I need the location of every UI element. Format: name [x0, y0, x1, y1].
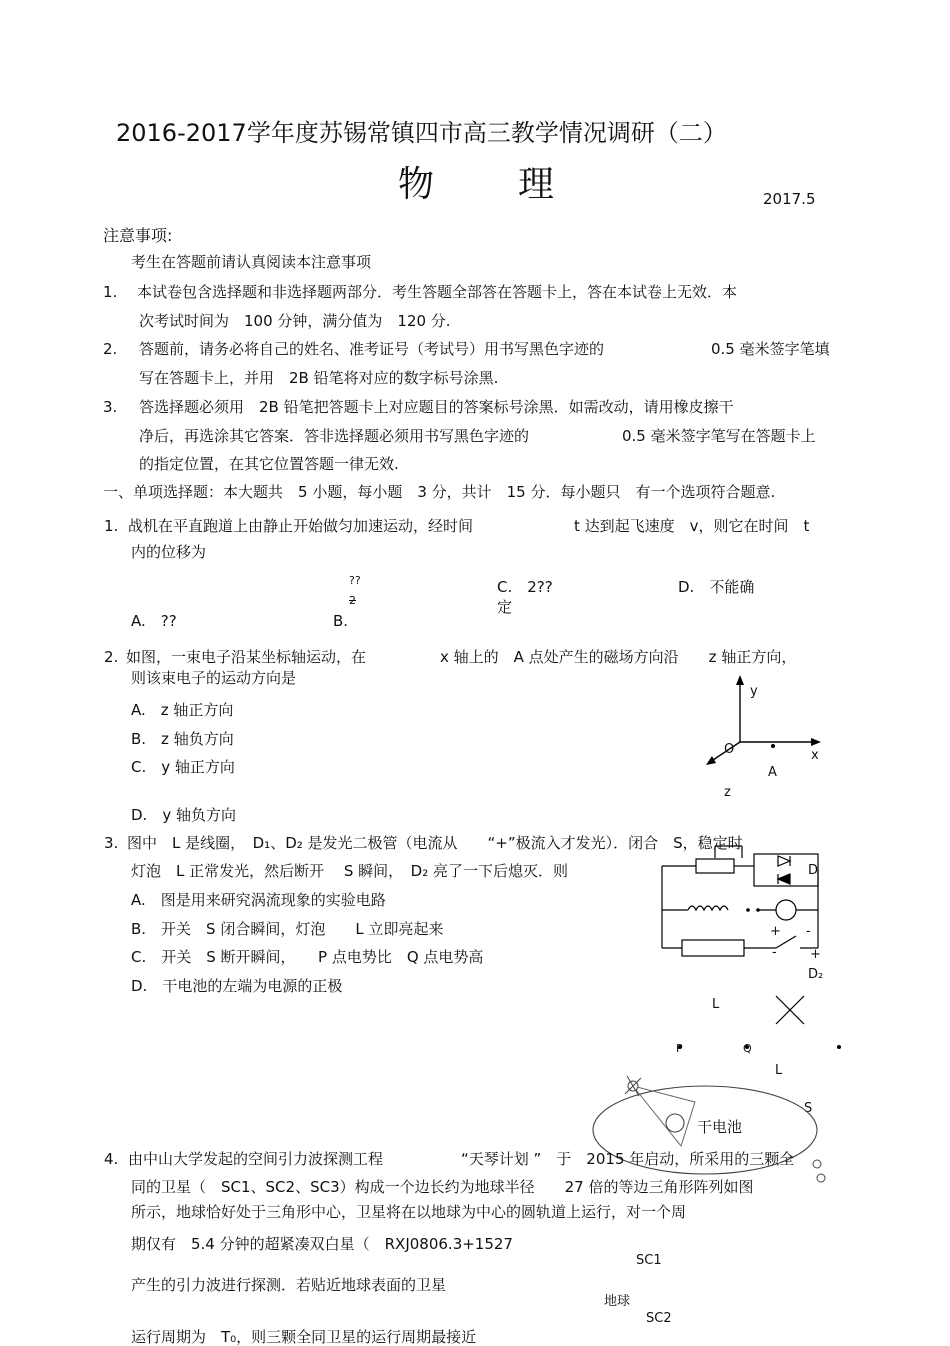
exam-title: 2016-2017学年度苏锡常镇四市高三教学情况调研（二）: [116, 119, 727, 147]
q3-label-q: Q: [743, 1042, 752, 1055]
q2-label-a: A: [768, 765, 777, 780]
q1-line1: 战机在平直跑道上由静止开始做匀加速运动，经时间: [128, 517, 474, 535]
notice-intro: 考生在答题前请认真阅读本注意事项: [131, 253, 372, 271]
notice-2-line1: 答题前，请务必将自己的姓名、准考证号（考试号）用书写黑色字迹的: [139, 340, 605, 358]
q2-label-x: x: [811, 748, 819, 763]
q4-line4: 期仅有 5.4 分钟的超紧凑双白星（ RXJ0806.3+1527: [131, 1235, 513, 1253]
q3-label-plus2: +: [810, 947, 821, 962]
q3-line1: 图中 L 是线圈， D₁、D₂ 是发光二极管（电流从 “+”极流入才发光）．闭合 S，稳定时: [127, 834, 743, 852]
q1-fraction-top: ??: [349, 574, 361, 587]
q2-line2: 则该束电子的运动方向是: [131, 669, 297, 687]
notice-3-line2b: 0.5 毫米签字笔写在答题卡上: [622, 427, 816, 445]
earth-circle: [666, 1114, 684, 1132]
x-axis-arrowhead: [811, 738, 821, 746]
section-heading: 一、单项选择题：本大题共 5 小题，每小题 3 分，共计 15 分．每小题只 有一个选项符合题意.: [103, 483, 776, 501]
q4-label-sc2: SC2: [646, 1311, 672, 1326]
q4-label-earth: 地球: [604, 1294, 631, 1309]
q3-num: 3.: [104, 834, 119, 852]
q3-label-battery: 干电池: [697, 1118, 743, 1136]
point-a-dot: [771, 744, 775, 748]
q3-label-l: L: [712, 997, 720, 1012]
q2-option-a: A. z 轴正方向: [131, 701, 234, 719]
q2-axes-figure: [700, 672, 830, 802]
inductor-coil-l: [688, 906, 728, 910]
q4-line5: 产生的引力波进行探测．若贴近地球表面的卫星: [131, 1276, 447, 1294]
resistor-top: [696, 859, 734, 873]
q1-option-b: B.: [333, 612, 349, 630]
q2-label-z: z: [724, 785, 731, 800]
q3-label-p: P: [676, 1042, 683, 1055]
q1-option-c-wrap: 定: [497, 598, 513, 616]
q3-option-d: D. 干电池的左端为电源的正极: [131, 977, 343, 995]
exam-date: 2017.5: [763, 190, 816, 208]
subject-char-2: 理: [518, 164, 557, 205]
diode-d1: [778, 856, 790, 866]
notice-3-line1: 答选择题必须用 2B 铅笔把答题卡上对应题目的答案标号涂黑．如需改动，请用橡皮擦干: [139, 398, 734, 416]
q1-option-a: A. ??: [131, 612, 177, 630]
q1-num: 1.: [104, 517, 119, 535]
q1-fraction-bottom: 2: [349, 594, 356, 607]
q2-option-d: D. y 轴负方向: [131, 806, 236, 824]
q4-num: 4.: [104, 1150, 119, 1168]
notice-1-num: 1.: [103, 283, 118, 301]
satellite-sc3: [813, 1160, 821, 1168]
q2-label-y: y: [750, 684, 758, 699]
q2-option-b: B. z 轴负方向: [131, 730, 234, 748]
q3-option-a: A. 图是用来研究涡流现象的实验电路: [131, 891, 386, 909]
q3-label-l2: L: [775, 1063, 783, 1078]
q1-option-d: D. 不能确: [678, 578, 755, 596]
notice-2-num: 2.: [103, 340, 118, 358]
q1-line1b: t 达到起飞速度 v，则它在时间 t: [574, 517, 810, 535]
q3-label-d2: D₂: [808, 967, 824, 982]
q3-label-minus1: -: [806, 924, 811, 939]
q3-option-b: B. 开关 S 闭合瞬间，灯泡 L 立即亮起来: [131, 920, 444, 938]
q4-label-sc1: SC1: [636, 1253, 662, 1268]
q4-line6: 运行周期为 T₀，则三颗全同卫星的运行周期最接近: [131, 1328, 477, 1346]
q4-line1: 由中山大学发起的空间引力波探测工程: [128, 1150, 384, 1168]
z-axis-arrowhead: [706, 756, 716, 765]
notice-2-line1b: 0.5 毫米签字笔填: [711, 340, 830, 358]
q2-option-c: C. y 轴正方向: [131, 758, 235, 776]
notice-1-line2: 次考试时间为 100 分钟，满分值为 120 分.: [139, 312, 451, 330]
q1-line2: 内的位移为: [131, 543, 207, 561]
notice-1-line1: 本试卷包含选择题和非选择题两部分．考生答题全部答在答题卡上，答在本试卷上无效．本: [137, 283, 738, 301]
notice-3-num: 3.: [103, 398, 118, 416]
q3-label-d1: D: [808, 863, 819, 878]
q2-num: 2.: [104, 648, 119, 666]
q4-line1b: “天琴计划 ” 于 2015 年启动，所采用的三颗全: [461, 1150, 795, 1168]
satellite-triangle: [633, 1086, 695, 1146]
dry-battery-box: [682, 940, 744, 956]
q2-line1: 如图，一束电子沿某坐标轴运动，在: [126, 648, 367, 666]
q4-line2: 同的卫星（ SC1、SC2、SC3）构成一个边长约为地球半径 27 倍的等边三角形阵列如图: [131, 1178, 754, 1196]
subject-char-1: 物: [398, 164, 437, 205]
notice-heading: 注意事项:: [103, 226, 173, 245]
y-axis-arrowhead: [736, 675, 744, 685]
notice-2-line2: 写在答题卡上，并用 2B 铅笔将对应的数字标号涂黑.: [139, 369, 499, 387]
lamp-l: [776, 900, 796, 920]
node-p: [746, 908, 750, 912]
q2-label-o: O: [724, 742, 735, 757]
diode-d2: [778, 874, 790, 884]
q2-line1b: x 轴上的 A 点处产生的磁场方向沿 z 轴正方向，: [440, 648, 797, 666]
q3-label-s: S: [804, 1101, 813, 1116]
notice-3-line3: 的指定位置，在其它位置答题一律无效.: [139, 455, 399, 473]
q3-label-plus1: +: [770, 924, 781, 939]
q1-option-c: C. 2??: [497, 578, 553, 596]
q3-label-minus2: -: [772, 945, 777, 960]
q3-line2: 灯泡 L 正常发光，然后断开 S 瞬间， D₂ 亮了一下后熄灭．则: [131, 862, 569, 880]
q4-line3: 所示，地球恰好处于三角形中心，卫星将在以地球为中心的圆轨道上运行，对一个周: [131, 1203, 687, 1221]
notice-3-line2: 净后，再选涂其它答案．答非选择题必须用书写黑色字迹的: [139, 427, 530, 445]
q3-option-c: C. 开关 S 断开瞬间， P 点电势比 Q 点电势高: [131, 948, 484, 966]
